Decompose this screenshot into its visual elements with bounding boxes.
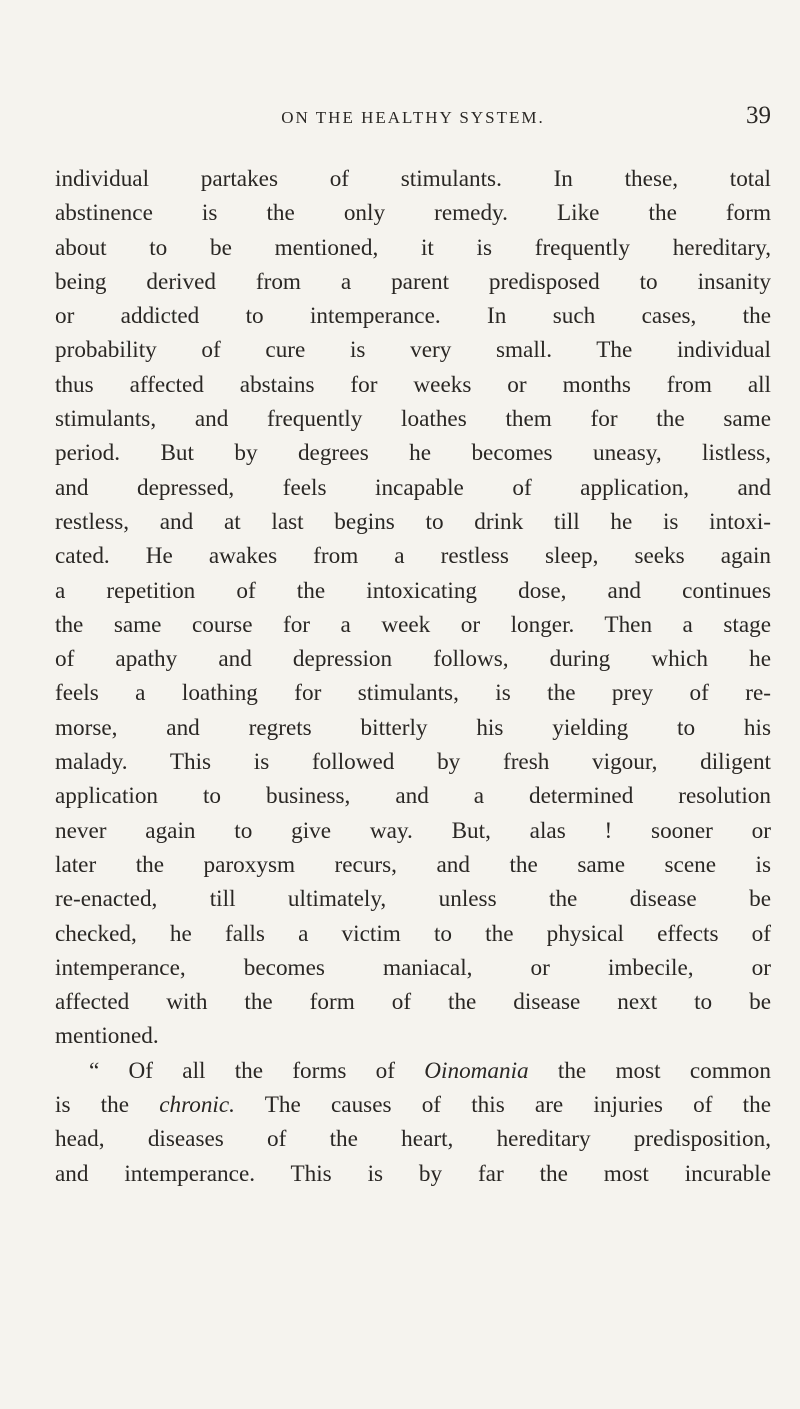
text-line: a repetition of the intoxicating dose, and continues bbox=[55, 577, 771, 604]
text-line: about to be mentioned, it is frequently hereditary, bbox=[55, 234, 771, 261]
text-segment: The causes of this are injuries of the bbox=[234, 1092, 771, 1119]
text-line: the same course for a week or longer. Then a stage bbox=[55, 611, 771, 638]
page-number: 39 bbox=[746, 102, 771, 129]
text-line: thus affected abstains for weeks or months from all bbox=[55, 371, 771, 398]
text-line: and intemperance. This is by far the most incurable bbox=[55, 1160, 771, 1187]
running-title: ON THE HEALTHY SYSTEM. bbox=[281, 108, 545, 127]
text-line bbox=[55, 1088, 771, 1122]
text-line: and depressed, feels incapable of application, and bbox=[55, 474, 771, 501]
text-line: malady. This is followed by fresh vigour, diligent bbox=[55, 749, 771, 776]
paragraph-start-line bbox=[55, 1054, 771, 1088]
text-line: never again to give way. But, alas ! sooner or bbox=[55, 817, 771, 844]
text-line: re-enacted, till ultimately, unless the disease be bbox=[55, 886, 771, 913]
italic-term: chronic. bbox=[159, 1092, 235, 1119]
text-line: later the paroxysm recurs, and the same scene is bbox=[55, 851, 771, 878]
text-segment: the most common bbox=[528, 1057, 771, 1084]
text-line: cated. He awakes from a restless sleep, seeks again bbox=[55, 543, 771, 570]
text-line: probability of cure is very small. The individual bbox=[55, 337, 771, 364]
text-line: feels a loathing for stimulants, is the prey of re- bbox=[55, 680, 771, 707]
running-head bbox=[55, 104, 771, 134]
text-line: mentioned. bbox=[55, 1023, 159, 1050]
text-line: checked, he falls a victim to the physical effects of bbox=[55, 920, 771, 947]
text-line: head, diseases of the heart, hereditary predisposition, bbox=[55, 1126, 771, 1153]
italic-term: Oinomania bbox=[424, 1057, 529, 1084]
text-line: individual partakes of stimulants. In these, total bbox=[55, 166, 771, 192]
text-segment: is the bbox=[55, 1092, 160, 1119]
text-line: restless, and at last begins to drink till he is intoxi- bbox=[55, 508, 771, 535]
text-line: stimulants, and frequently loathes them for the same bbox=[55, 406, 771, 433]
text-line: of apathy and depression follows, during which he bbox=[55, 646, 771, 673]
text-segment: “ Of all the forms of bbox=[89, 1057, 425, 1084]
text-line: application to business, and a determined resolution bbox=[55, 783, 771, 810]
text-line: or addicted to intemperance. In such cases, the bbox=[55, 303, 771, 330]
text-line: affected with the form of the disease next to be bbox=[55, 989, 771, 1016]
text-line: being derived from a parent predisposed to insanity bbox=[55, 268, 771, 295]
text-line: period. But by degrees he becomes uneasy, listless, bbox=[55, 440, 771, 467]
text-line: abstinence is the only remedy. Like the form bbox=[55, 200, 771, 227]
body-text bbox=[55, 162, 771, 1191]
text-line: morse, and regrets bitterly his yielding to his bbox=[55, 714, 771, 741]
text-line: intemperance, becomes maniacal, or imbecile, or bbox=[55, 954, 771, 981]
